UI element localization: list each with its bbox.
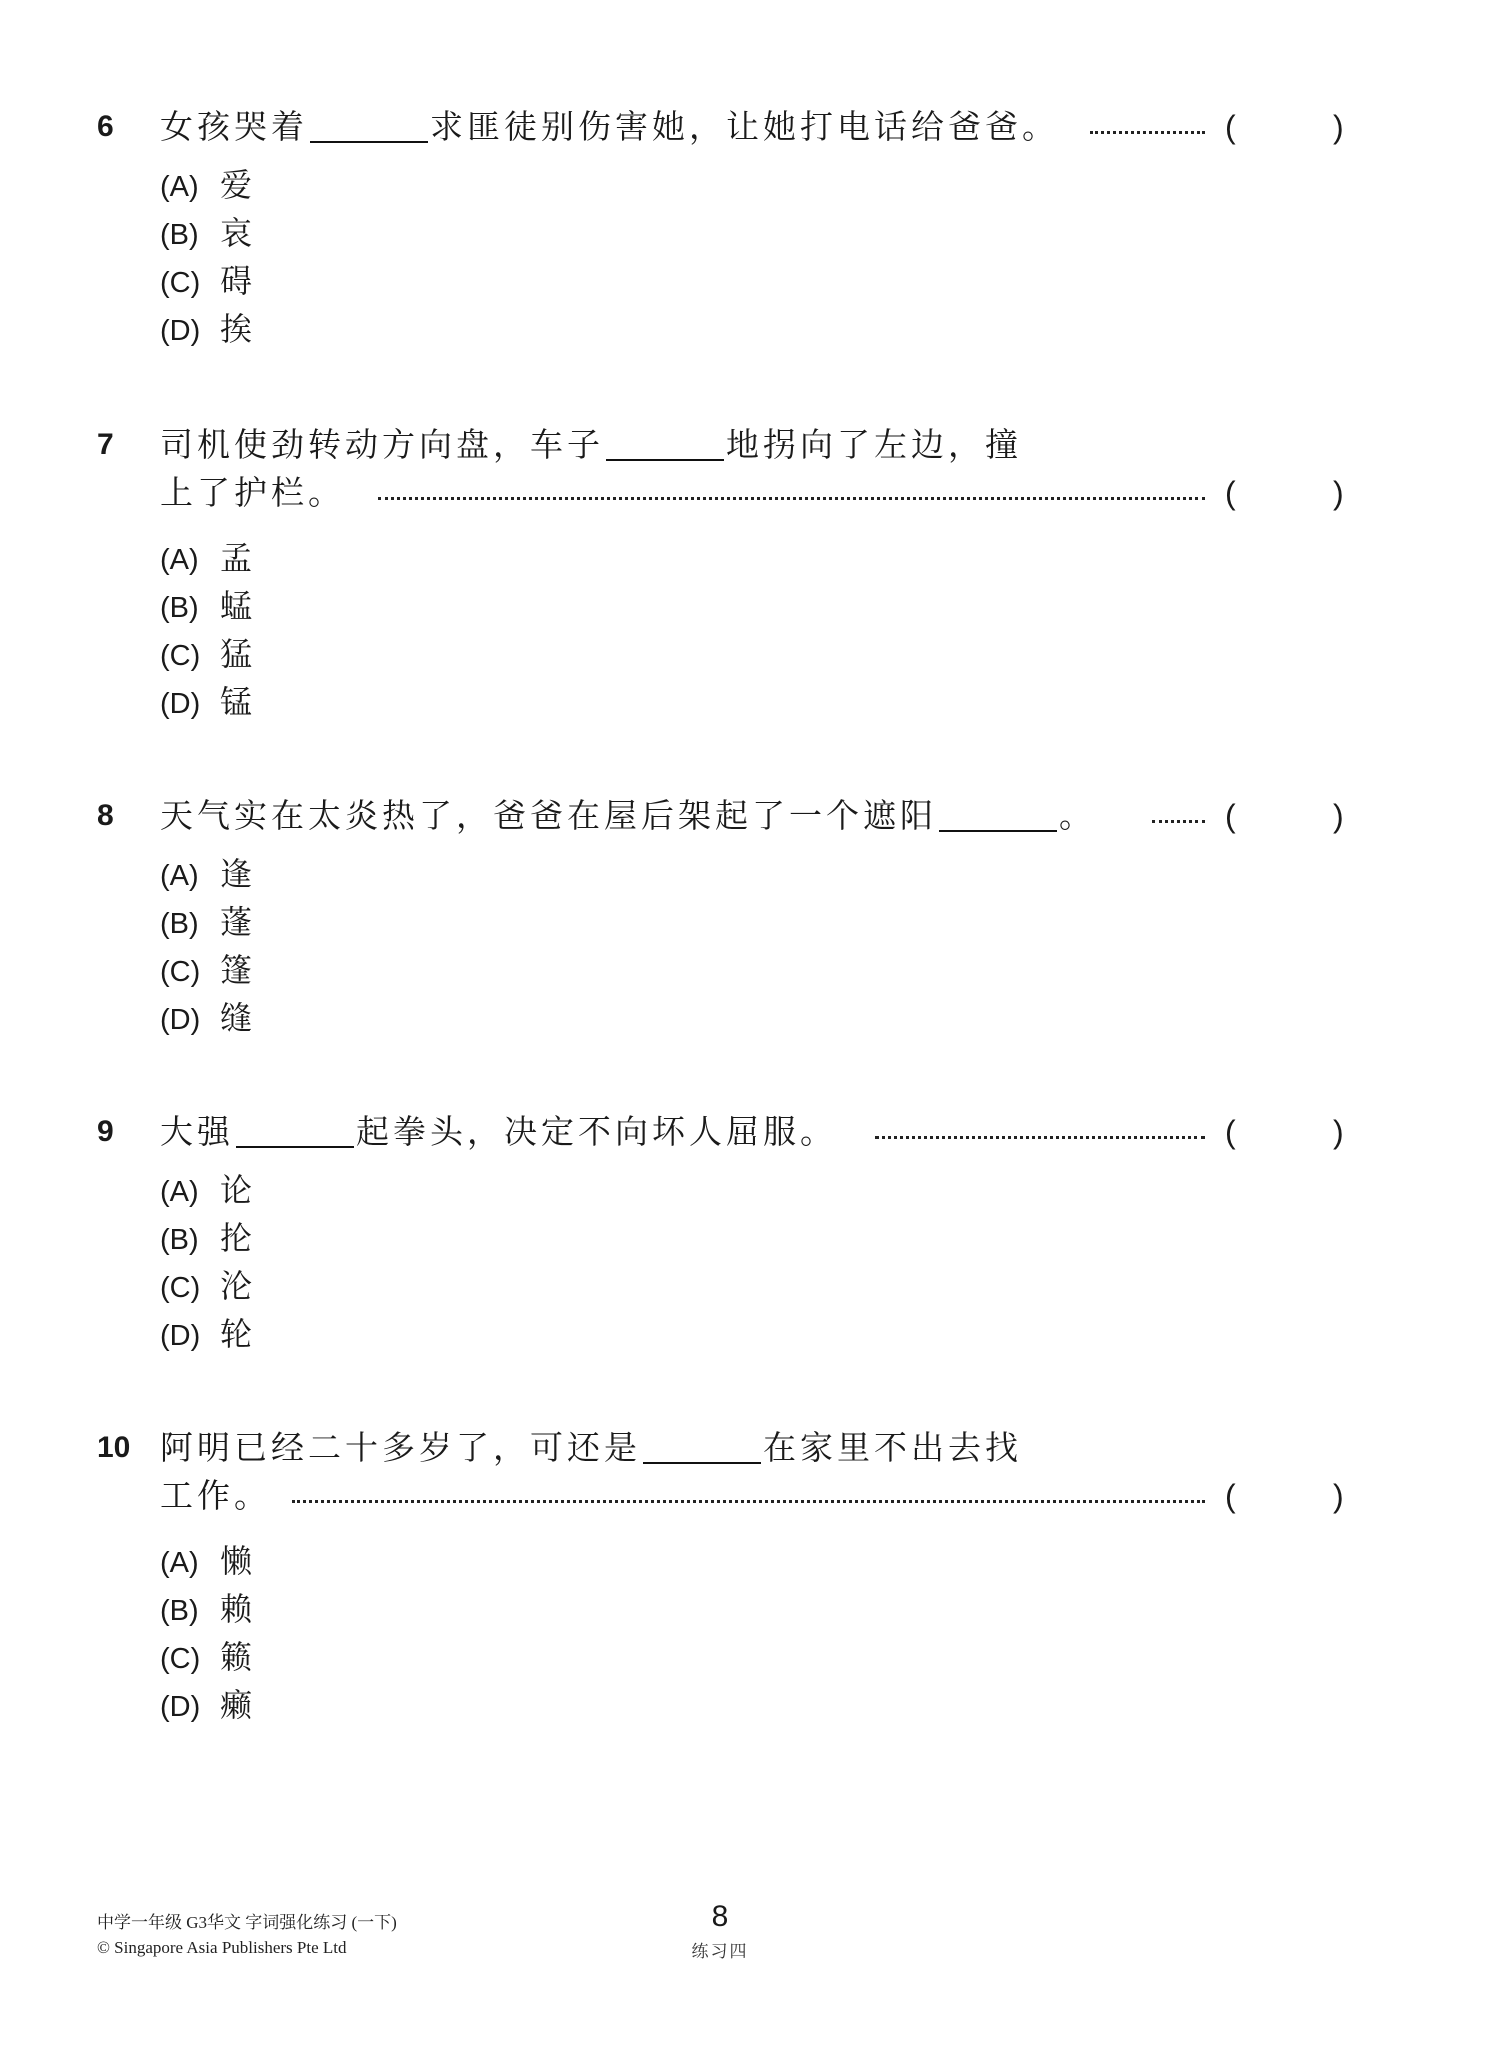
option-text: 猛 <box>220 635 253 673</box>
question-text: 阿明已经二十多岁了，可还是 <box>160 1428 641 1467</box>
option-letter: (A) <box>160 1547 199 1579</box>
leader-dots <box>292 1472 1205 1520</box>
option-text: 孟 <box>220 539 253 577</box>
fill-in-blank <box>939 800 1057 832</box>
option-letter: (D) <box>160 688 201 720</box>
question-text: 大强 <box>160 1112 234 1151</box>
question-text: 上了护栏。 <box>160 473 345 512</box>
option-text: 碍 <box>220 262 253 300</box>
option-d <box>160 305 252 353</box>
option-letter: (C) <box>160 1272 201 1304</box>
option-text: 哀 <box>220 214 253 252</box>
footer-publisher <box>97 1910 397 1960</box>
option-text: 抡 <box>220 1219 253 1257</box>
question-text-line <box>160 469 345 517</box>
option-text: 逢 <box>220 855 253 893</box>
answer-close-paren: ) <box>1333 475 1344 511</box>
question-text-line <box>160 1424 1022 1472</box>
option-letter: (B) <box>160 1224 199 1256</box>
answer-close-paren: ) <box>1333 1114 1344 1150</box>
question-text-line <box>160 421 1022 469</box>
option-c <box>160 257 252 305</box>
option-text: 蓬 <box>220 903 253 941</box>
option-letter: (C) <box>160 640 201 672</box>
option-letter: (B) <box>160 592 199 624</box>
question-text: 地拐向了左边，撞 <box>726 425 1022 464</box>
question-text: 。 <box>1059 796 1096 835</box>
leader-dots <box>1152 792 1205 840</box>
question-text: 工作。 <box>160 1476 271 1515</box>
option-text: 篷 <box>220 951 253 989</box>
option-a <box>160 850 252 898</box>
option-letter: (C) <box>160 956 201 988</box>
question-text: 起拳头，决定不向坏人屈服。 <box>356 1112 837 1151</box>
option-c <box>160 946 252 994</box>
question-text: 天气实在太炎热了，爸爸在屋后架起了一个遮阳 <box>160 796 937 835</box>
option-text: 懒 <box>220 1542 253 1580</box>
answer-close-paren: ) <box>1333 109 1344 145</box>
option-text: 锰 <box>220 683 253 721</box>
option-letter: (C) <box>160 267 201 299</box>
fill-in-blank <box>643 1432 761 1464</box>
fill-in-blank <box>236 1116 354 1148</box>
option-c <box>160 1262 252 1310</box>
option-d <box>160 678 252 726</box>
fill-in-blank <box>606 429 724 461</box>
option-letter: (B) <box>160 1595 199 1627</box>
option-letter: (D) <box>160 1320 201 1352</box>
option-b <box>160 209 252 257</box>
question-text-line <box>160 1472 271 1520</box>
option-text: 籁 <box>220 1638 253 1676</box>
question-number: 6 <box>97 110 114 143</box>
option-d <box>160 1681 252 1729</box>
option-a <box>160 534 252 582</box>
question-text: 司机使劲转动方向盘，车子 <box>160 425 604 464</box>
option-a <box>160 1166 252 1214</box>
question-text: 求匪徒别伤害她，让她打电话给爸爸。 <box>430 107 1059 146</box>
leader-dots <box>1090 103 1205 151</box>
question-number: 10 <box>97 1431 131 1464</box>
option-letter: (A) <box>160 171 199 203</box>
section-label: 练习四 <box>691 1942 749 1962</box>
option-text: 论 <box>220 1171 253 1209</box>
option-c <box>160 630 252 678</box>
fill-in-blank <box>310 111 428 143</box>
option-letter: (D) <box>160 1691 201 1723</box>
answer-box[interactable] <box>1225 792 1345 840</box>
answer-open-paren: ( <box>1225 1478 1236 1514</box>
answer-box[interactable] <box>1225 103 1345 151</box>
option-text: 爱 <box>220 166 253 204</box>
option-text: 缝 <box>220 999 253 1037</box>
question-text-line <box>160 792 1096 840</box>
option-b <box>160 1585 252 1633</box>
option-text: 沦 <box>220 1267 253 1305</box>
question-number: 8 <box>97 799 114 832</box>
answer-box[interactable] <box>1225 1472 1345 1520</box>
answer-close-paren: ) <box>1333 798 1344 834</box>
question-text-line <box>160 103 1059 151</box>
option-letter: (A) <box>160 1176 199 1208</box>
option-text: 赖 <box>220 1590 253 1628</box>
answer-box[interactable] <box>1225 469 1345 517</box>
option-a <box>160 1537 252 1585</box>
leader-dots <box>875 1108 1205 1156</box>
book-title: 中学一年级 G3华文 字词强化练习 (一下) <box>97 1913 397 1932</box>
option-b <box>160 1214 252 1262</box>
option-d <box>160 994 252 1042</box>
page-number: 8 <box>711 1900 729 1933</box>
copyright: © Singapore Asia Publishers Pte Ltd <box>97 1938 347 1957</box>
option-b <box>160 582 252 630</box>
question-text-line <box>160 1108 837 1156</box>
option-letter: (B) <box>160 908 199 940</box>
option-c <box>160 1633 252 1681</box>
question-text: 女孩哭着 <box>160 107 308 146</box>
answer-open-paren: ( <box>1225 798 1236 834</box>
option-b <box>160 898 252 946</box>
option-text: 癞 <box>220 1686 253 1724</box>
option-letter: (D) <box>160 1004 201 1036</box>
question-number: 7 <box>97 428 114 461</box>
option-a <box>160 161 252 209</box>
answer-close-paren: ) <box>1333 1478 1344 1514</box>
answer-box[interactable] <box>1225 1108 1345 1156</box>
option-text: 蜢 <box>220 587 253 625</box>
option-letter: (D) <box>160 315 201 347</box>
question-text: 在家里不出去找 <box>763 1428 1022 1467</box>
answer-open-paren: ( <box>1225 1114 1236 1150</box>
question-number: 9 <box>97 1115 114 1148</box>
option-letter: (A) <box>160 544 199 576</box>
option-text: 轮 <box>220 1315 253 1353</box>
option-letter: (C) <box>160 1643 201 1675</box>
option-d <box>160 1310 252 1358</box>
option-letter: (B) <box>160 219 199 251</box>
answer-open-paren: ( <box>1225 109 1236 145</box>
option-letter: (A) <box>160 860 199 892</box>
leader-dots <box>378 469 1205 517</box>
answer-open-paren: ( <box>1225 475 1236 511</box>
option-text: 挨 <box>220 310 253 348</box>
